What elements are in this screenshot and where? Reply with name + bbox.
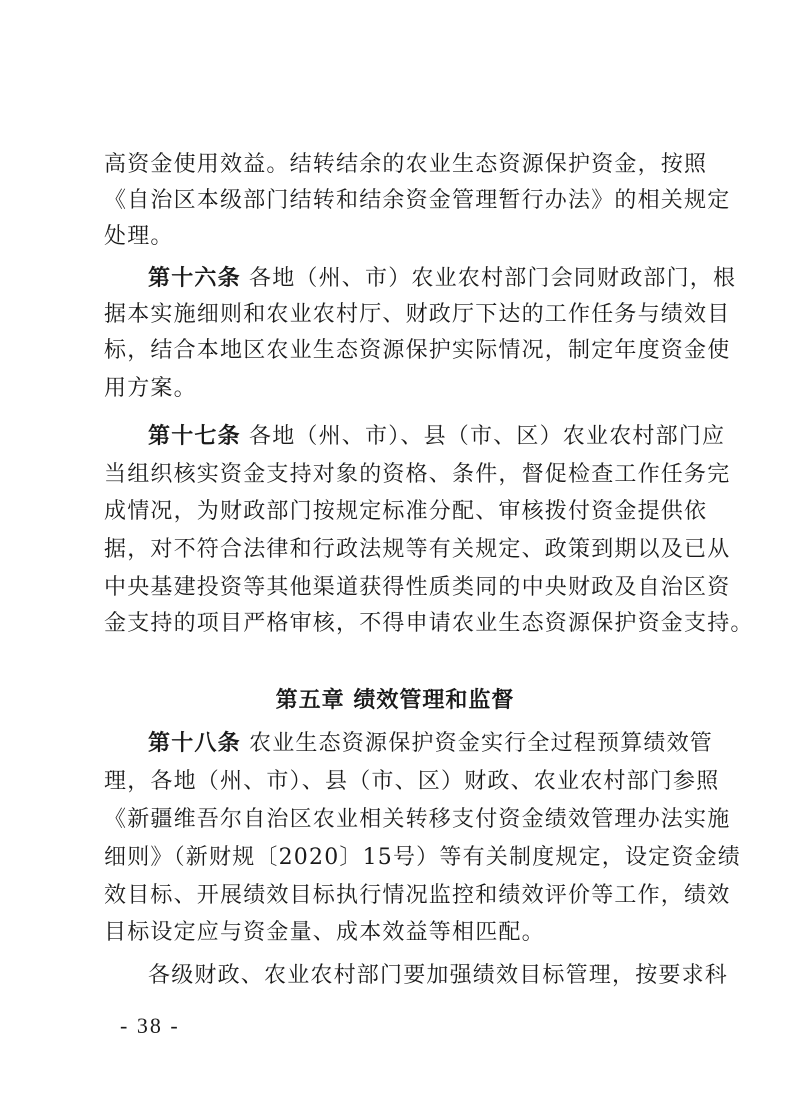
text-line: 标，结合本地区农业生态资源保护实际情况，制定年度资金使 bbox=[104, 338, 731, 363]
text-line: 细则》（新财规〔2020〕15号）等有关制度规定，设定资金绩 bbox=[104, 845, 741, 870]
article-17-label: 第十七条 bbox=[148, 424, 241, 449]
article-17-text: 各地（州、市）、县（市、区）农业农村部门应 bbox=[240, 424, 726, 449]
chapter-heading: 第五章 绩效管理和监督 bbox=[275, 688, 515, 713]
text-line: 理，各地（州、市）、县（市、区）财政、农业农村部门参照 bbox=[104, 769, 720, 794]
text-line: 成情况，为财政部门按规定标准分配、审核拨付资金提供依 bbox=[104, 499, 708, 524]
text-line: 效目标、开展绩效目标执行情况监控和绩效评价等工作，绩效 bbox=[104, 883, 731, 908]
text-line: 据本实施细则和农业农村厅、财政厅下达的工作任务与绩效目 bbox=[104, 302, 731, 327]
text-line: 《新疆维吾尔自治区农业相关转移支付资金绩效管理办法实施 bbox=[104, 807, 731, 832]
article-16-first-line bbox=[148, 259, 737, 299]
text-line: 高资金使用效益。结转结余的农业生态资源保护资金，按照 bbox=[104, 152, 708, 177]
article-16-text: 各地（州、市）农业农村部门会同财政部门，根 bbox=[240, 266, 737, 291]
text-line: 据，对不符合法律和行政法规等有关规定、政策到期以及已从 bbox=[104, 537, 731, 562]
article-18-label: 第十八条 bbox=[148, 731, 241, 756]
article-18-text: 农业生态资源保护资金实行全过程预算绩效管 bbox=[240, 731, 714, 756]
page-number: - 38 - bbox=[120, 1013, 180, 1038]
text-line: 《自治区本级部门结转和结余资金管理暂行办法》的相关规定 bbox=[104, 188, 731, 213]
article-16-label: 第十六条 bbox=[148, 266, 241, 291]
text-line: 当组织核实资金支持对象的资格、条件，督促检查工作任务完 bbox=[104, 462, 731, 487]
text-line: 目标设定应与资金量、成本效益等相匹配。 bbox=[104, 920, 545, 945]
text-line: 各级财政、农业农村部门要加强绩效目标管理，按要求科 bbox=[148, 963, 729, 988]
text-line: 金支持的项目严格审核，不得申请农业生态资源保护资金支持。 bbox=[104, 611, 754, 636]
article-17-first-line bbox=[148, 417, 726, 457]
article-18-first-line bbox=[148, 724, 714, 764]
text-line: 用方案。 bbox=[104, 376, 197, 401]
text-line: 中央基建投资等其他渠道获得性质类同的中央财政及自治区资 bbox=[104, 575, 731, 600]
text-line: 处理。 bbox=[104, 224, 174, 249]
